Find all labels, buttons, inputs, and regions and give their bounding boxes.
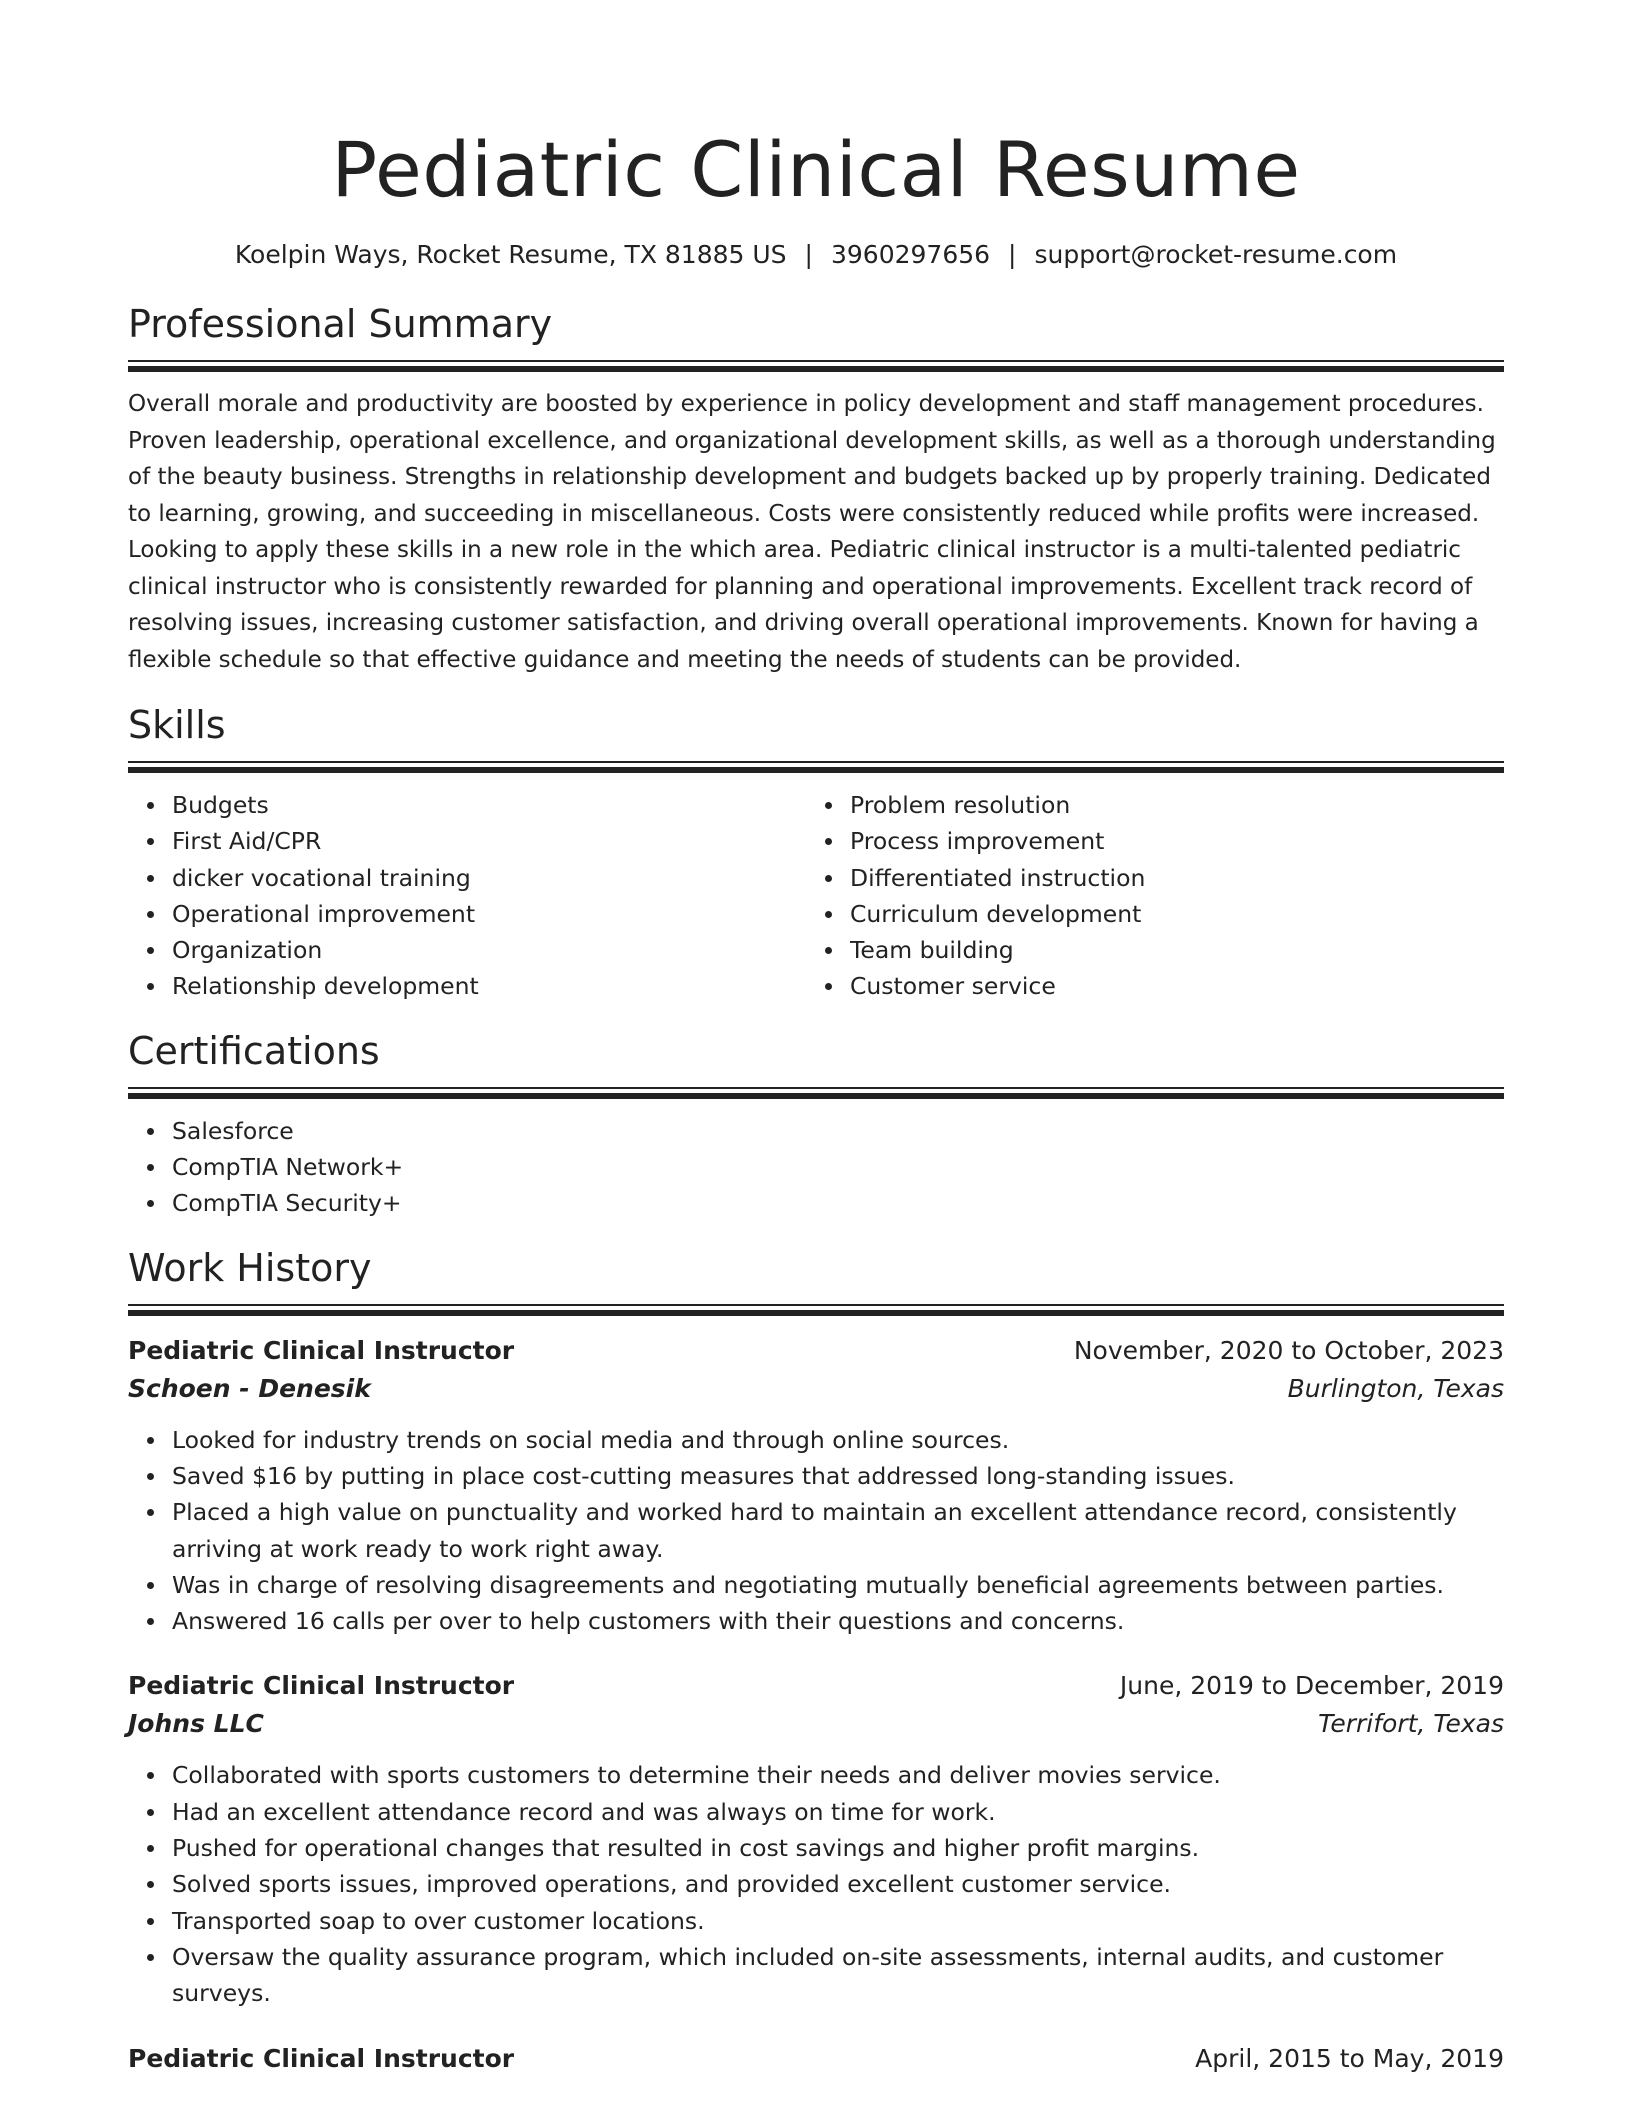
section-heading-certifications: Certifications (128, 1028, 380, 1073)
job-header (128, 1332, 1504, 1370)
job-entry (128, 1667, 1504, 2011)
skills-column-left (128, 787, 806, 1005)
skill-item: Problem resolution (850, 787, 1484, 823)
job-title: Pediatric Clinical Instructor (128, 1335, 515, 1365)
skill-item: Operational improvement (172, 896, 806, 932)
resume-page (128, 0, 1504, 2078)
skill-item: Curriculum development (850, 896, 1484, 932)
job-title: Pediatric Clinical Instructor (128, 1671, 515, 1701)
job-location: Burlington, Texas (1287, 1373, 1504, 1403)
job-bullet: Pushed for operational changes that resulted in cost savings and higher profit margins. (172, 1830, 1504, 1866)
job-header (128, 1667, 1504, 1705)
section-divider (128, 1087, 1504, 1099)
skill-item: Organization (172, 932, 806, 968)
job-bullet: Answered 16 calls per over to help customers with their questions and concerns. (172, 1603, 1504, 1639)
job-entry (128, 2040, 1504, 2078)
job-title: Pediatric Clinical Instructor (128, 2043, 515, 2073)
job-bullet: Was in charge of resolving disagreements and negotiating mutually beneficial agreements between parties. (172, 1567, 1504, 1603)
work-history-section (128, 1244, 1504, 2078)
certification-item: Salesforce (172, 1113, 1504, 1149)
job-header (128, 2040, 1504, 2078)
summary-text: Overall morale and productivity are boosted by experience in policy development and staff management procedures. Proven leadership, operational excellence, and organizational development skills, as well as a thorough understanding of the beauty business. Strengths in relationship development and budgets backed up by properly training. Dedicated to learning, growing, and succeeding in miscellaneous. Costs were consistently reduced while profits were increased. Looking to apply these skills in a new role in the which area. Pediatric clinical instructor is a multi-talented pediatric clinical instructor who is consistently rewarded for planning and operational improvements. Excellent track record of resolving issues, increasing customer satisfaction, and driving overall operational improvements. Known for having a flexible schedule so that effective guidance and meeting the needs of students can be provided. (128, 391, 1496, 673)
job-dates: November, 2020 to October, 2023 (1073, 1335, 1504, 1365)
section-divider (128, 360, 1504, 372)
job-entry (128, 1332, 1504, 1640)
skills-list-left (128, 787, 806, 1005)
contact-separator: | (804, 240, 813, 269)
certifications-section (128, 1027, 1504, 1222)
section-divider (128, 761, 1504, 773)
certification-item: CompTIA Network+ (172, 1149, 1504, 1185)
contact-line (128, 238, 1504, 272)
skills-section (128, 701, 1504, 1005)
section-divider (128, 1304, 1504, 1316)
job-bullet: Oversaw the quality assurance program, which included on-site assessments, internal audits, and customer surveys. (172, 1939, 1504, 2012)
skill-item: Process improvement (850, 823, 1484, 859)
skill-item: Differentiated instruction (850, 860, 1484, 896)
job-bullet: Saved $16 by putting in place cost-cutting measures that addressed long-standing issues. (172, 1458, 1504, 1494)
contact-email: support@rocket-resume.com (1034, 240, 1398, 269)
job-location: Terrifort, Texas (1318, 1709, 1504, 1739)
skill-item: Customer service (850, 968, 1484, 1004)
skill-item: Relationship development (172, 968, 806, 1004)
job-dates: April, 2015 to May, 2019 (1195, 2043, 1504, 2073)
job-bullet: Placed a high value on punctuality and worked hard to maintain an excellent attendance record, consistently arriving at work ready to work right away. (172, 1494, 1504, 1567)
job-subheader (128, 1370, 1504, 1408)
contact-address: Koelpin Ways, Rocket Resume, TX 81885 US (234, 240, 787, 269)
skill-item: First Aid/CPR (172, 823, 806, 859)
contact-separator: | (1008, 240, 1017, 269)
section-heading-summary: Professional Summary (128, 302, 553, 346)
job-bullets (128, 1757, 1504, 2011)
job-bullets (128, 1422, 1504, 1640)
job-bullet: Solved sports issues, improved operations, and provided excellent customer service. (172, 1866, 1504, 1902)
skills-grid (128, 787, 1504, 1005)
section-heading-work-history: Work History (128, 1245, 372, 1290)
job-bullet: Had an excellent attendance record and was always on time for work. (172, 1794, 1504, 1830)
skill-item: Budgets (172, 787, 806, 823)
section-heading-skills: Skills (128, 703, 226, 747)
job-company: Schoen - Denesik (128, 1373, 371, 1403)
certifications-list (128, 1113, 1504, 1222)
job-company: Johns LLC (128, 1709, 264, 1739)
skill-item: Team building (850, 932, 1484, 968)
job-subheader (128, 1705, 1504, 1743)
skills-column-right (806, 787, 1484, 1005)
skill-item: dicker vocational training (172, 860, 806, 896)
skills-list-right (806, 787, 1484, 1005)
summary-section (128, 300, 1504, 678)
certification-item: CompTIA Security+ (172, 1185, 1504, 1221)
page-title: Pediatric Clinical Resume (331, 125, 1301, 214)
contact-phone: 3960297656 (830, 240, 991, 269)
job-bullet: Looked for industry trends on social media and through online sources. (172, 1422, 1504, 1458)
job-bullet: Transported soap to over customer locations. (172, 1903, 1504, 1939)
job-bullet: Collaborated with sports customers to determine their needs and deliver movies service. (172, 1757, 1504, 1793)
job-dates: June, 2019 to December, 2019 (1119, 1671, 1504, 1701)
